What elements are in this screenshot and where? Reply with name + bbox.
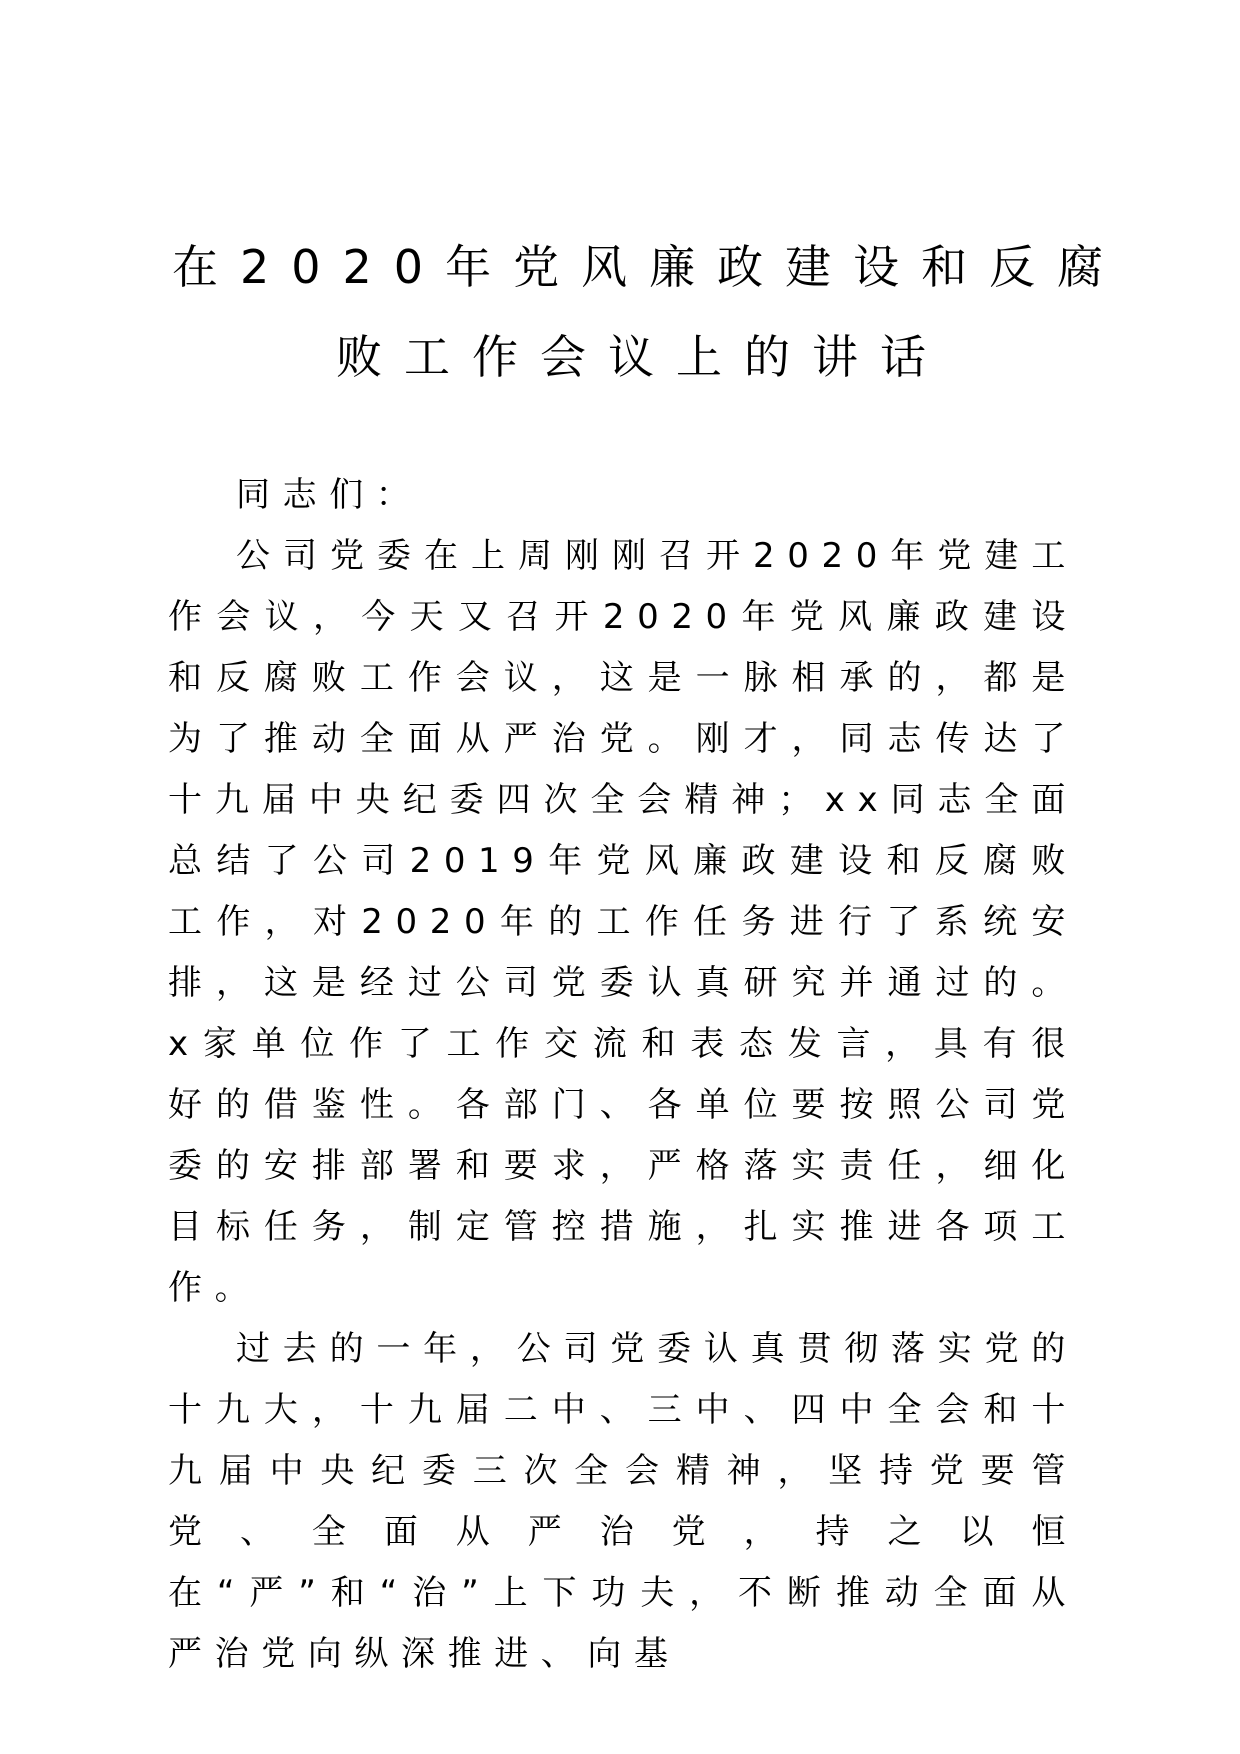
document-title-line-1: 在2020年党风廉政建设和反腐 [172, 240, 1126, 294]
paragraph-1: 公司党委在上周刚刚召开2020年党建工作会议，今天又召开2020年党风廉政建设和反腐败工作会议，这是一脉相承的，都是为了推动全面从严治党。刚才，同志传达了十九届中央纪委四次全会精神；xx同志全面总结了公司2019年党风廉政建设和反腐败工作，对2020年的工作任务进行了系统安排，这是经过公司党委认真研究并通过的。x家单位作了工作交流和表态发言，具有很好的借鉴性。各部门、各单位要按照公司党委的安排部署和要求，严格落实责任，细化目标任务，制定管控措施，扎实推进各项工作。 [168, 536, 1078, 1308]
salutation: 同志们： [236, 475, 423, 515]
paragraph-2: 过去的一年，公司党委认真贯彻落实党的十九大，十九届二中、三中、四中全会和十九届中央纪委三次全会精神，坚持党要管党、全面从严治党，持之以恒在“严”和“治”上下功夫，不断推动全面从严治党向纵深推进、向基 [168, 1329, 1078, 1674]
document-title-line-2: 败工作会议上的讲话 [336, 330, 948, 384]
document-body [168, 465, 1078, 1685]
